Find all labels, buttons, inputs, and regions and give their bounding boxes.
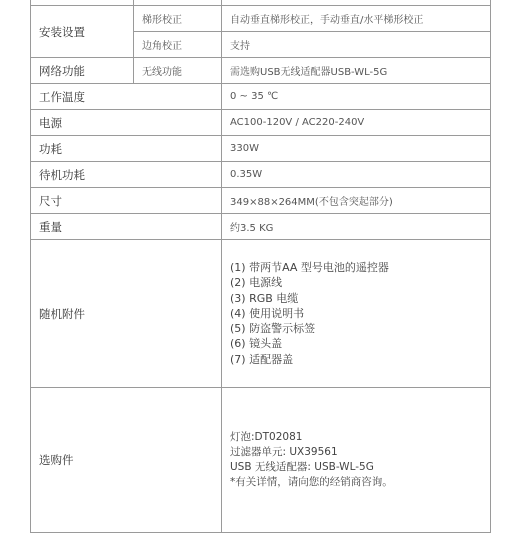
spec-table: [30, 0, 491, 533]
network-category: 网络功能: [31, 58, 134, 84]
standby-row: [31, 162, 491, 188]
accessories-label: 随机附件: [31, 240, 222, 388]
accessories-row: [31, 240, 491, 388]
standby-value: 0.35W: [222, 162, 491, 188]
consumption-label: 功耗: [31, 136, 222, 162]
power-label: 电源: [31, 110, 222, 136]
accessory-item: (7) 适配器盖: [230, 352, 294, 366]
accessory-item: (3) RGB 电缆: [230, 291, 299, 305]
optional-list: [222, 388, 491, 533]
size-row: [31, 188, 491, 214]
wireless-value: 需选购USB无线适配器USB-WL-5G: [222, 58, 491, 84]
temperature-label: 工作温度: [31, 84, 222, 110]
size-value: 349×88×264MM(不包含突起部分): [222, 188, 491, 214]
optional-row: [31, 388, 491, 533]
accessory-item: (6) 镜头盖: [230, 337, 283, 351]
weight-row: [31, 214, 491, 240]
size-label: 尺寸: [31, 188, 222, 214]
accessories-list: [222, 240, 491, 388]
standby-label: 待机功耗: [31, 162, 222, 188]
corner-value: 支持: [222, 32, 491, 58]
optional-item: 过滤器单元: UX39561: [230, 446, 338, 459]
optional-item: USB 无线适配器: USB-WL-5G: [230, 461, 374, 473]
wireless-label: 无线功能: [134, 58, 222, 84]
power-value: AC100-120V / AC220-240V: [222, 110, 491, 136]
power-row: [31, 110, 491, 136]
network-row: [31, 58, 491, 84]
install-category: 安装设置: [31, 6, 134, 58]
accessory-item: (1) 带两节AA 型号电池的遥控器: [230, 261, 389, 275]
temperature-value: 0 ~ 35 ℃: [222, 84, 491, 110]
accessory-item: (5) 防盗警示标签: [230, 322, 316, 336]
temperature-row: [31, 84, 491, 110]
weight-label: 重量: [31, 214, 222, 240]
install-keystone-row: [31, 6, 491, 32]
optional-item: 灯泡:DT02081: [230, 431, 303, 444]
optional-item: *有关详情，请向您的经销商咨询。: [230, 475, 393, 488]
accessory-item: (2) 电源线: [230, 276, 283, 290]
consumption-value: 330W: [222, 136, 491, 162]
weight-value: 约3.5 KG: [222, 214, 491, 240]
corner-label: 边角校正: [134, 32, 222, 58]
optional-label: 选购件: [31, 388, 222, 533]
keystone-label: 梯形校正: [134, 6, 222, 32]
consumption-row: [31, 136, 491, 162]
accessory-item: (4) 使用说明书: [230, 306, 305, 320]
keystone-value: 自动垂直梯形校正，手动垂直/水平梯形校正: [222, 6, 491, 32]
